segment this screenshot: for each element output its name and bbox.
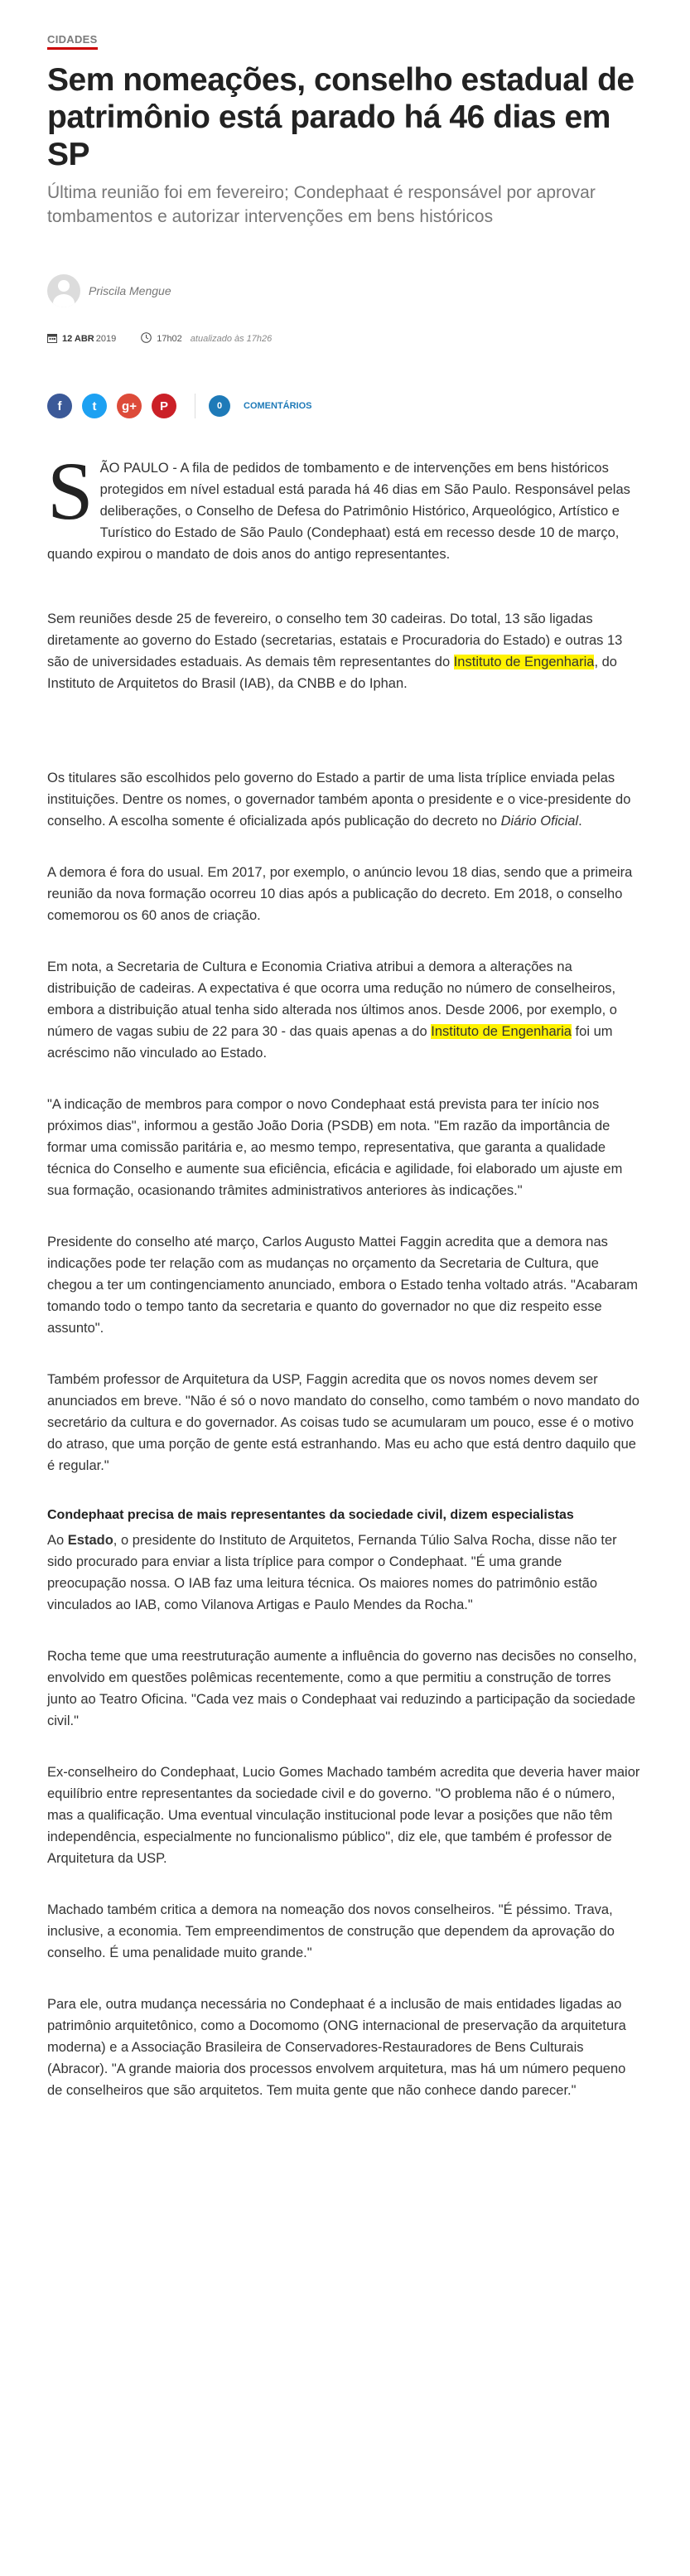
clock-icon <box>141 332 157 346</box>
paragraph-11: Ex-conselheiro do Condephaat, Lucio Gomes Machado também acredita que deveria haver maior equilíbrio entre representantes da sociedade civil e do governo. "O problema não é o número, mas a qualificação. Uma eventual vinculação institucional pode levar a posições que não têm independência, especialmente no funcionalismo público", diz ele, que também é professor de Arquitetura da USP. <box>47 1765 640 1866</box>
calendar-icon <box>47 333 62 346</box>
paragraph-5-text-b: foi um acréscimo não vinculado ao Estado. <box>47 1024 613 1061</box>
paragraph-2-text-a: Sem reuniões desde 25 de fevereiro, o conselho tem 30 cadeiras. Do total, 13 são ligadas diretamente ao governo do Estado (secretarias, estatais e Procuradoria do Estado) e outras 13 são de universidades estaduais. As demais têm representantes do <box>47 611 623 669</box>
highlight-link[interactable]: Instituto de Engenharia <box>453 655 595 669</box>
paragraph-10: Rocha teme que uma reestruturação aumente a influência do governo nas decisões no conselho, envolvido em questões polêmicas recentemente, como a que permitiu a construção de torres junto ao Teatro Oficina. "Cada vez mais o Condephaat vai reduzindo a participação da sociedade civil." <box>47 1649 637 1728</box>
comments-link[interactable]: COMENTÁRIOS <box>244 401 312 411</box>
paragraph-9-text: , o presidente do Instituto de Arquitetos, Fernanda Túlio Salva Rocha, disse não ter sido procurado para enviar a lista tríplice para compor o Condephaat. "É uma grande preocupação nossa. O IAB faz uma leitura técnica. Os maiores nomes do patrimônio estão vinculados ao IAB, como Vilanova Artigas e Paulo Mendes da Rocha." <box>47 1533 617 1612</box>
paragraph-6: "A indicação de membros para compor o novo Condephaat está prevista para ter início nos próximos dias", informou a gestão João Doria (PSDB) em nota. "Em razão da importância de formar uma comissão paritária e, ao mesmo tempo, representativa, que garanta a qualidade técnica do Conselho e aumente sua eficiência, eficácia e agilidade, foi elaborado um ajuste em sua formação, ocasionando trâmites administrativos anteriores às indicações." <box>47 1097 623 1198</box>
article-meta <box>47 332 272 346</box>
paragraph-7: Presidente do conselho até março, Carlos Augusto Mattei Faggin acredita que a demora nas indicações pode ter relação com as mudanças no orçamento da Secretaria de Cultura, que chegou a ter um contingenciamento anunciado, embora o Estado tenha voltado atrás. "Acabaram tomando todo o tempo tanto da secretaria e quanto do governador no que diz respeito esse assunto". <box>47 1235 639 1336</box>
paragraph-3-text-b: . <box>578 814 582 829</box>
pinterest-icon: P <box>159 399 168 413</box>
paragraph-4: A demora é fora do usual. Em 2017, por exemplo, o anúncio levou 18 dias, sendo que a primeira reunião da nova formação ocorreu 10 dias após a publicação do decreto. Em 2018, o conselho comemorou os 60 anos de criação. <box>47 865 633 923</box>
paragraph-9 <box>47 1530 640 1616</box>
paragraph-3 <box>47 767 640 832</box>
twitter-share-button[interactable] <box>82 394 107 418</box>
paragraph-9-bold: Estado <box>67 1533 113 1548</box>
comments-count-badge[interactable]: 0 <box>209 395 230 417</box>
publish-year: 2019 <box>95 334 117 344</box>
facebook-share-button[interactable] <box>47 394 72 418</box>
article-subheading: Condephaat precisa de mais representantes da sociedade civil, dizem especialistas <box>47 1508 574 1522</box>
googleplus-share-button[interactable] <box>117 394 142 418</box>
facebook-icon: f <box>57 399 62 413</box>
paragraph-5 <box>47 956 640 1064</box>
article-body <box>47 445 640 2101</box>
author-avatar <box>47 274 80 307</box>
headline: Sem nomeações, conselho estadual de patrimônio está parado há 46 dias em SP <box>47 62 635 172</box>
pinterest-share-button[interactable] <box>152 394 176 418</box>
drop-cap: S <box>47 445 94 537</box>
paragraph-2 <box>47 608 640 694</box>
author-name[interactable]: Priscila Mengue <box>89 284 171 297</box>
paragraph-3-text-a: Os titulares são escolhidos pelo governo do Estado a partir de uma lista tríplice enviada pelas instituições. Dentre os nomes, o governador também aponta o presidente e o vice-presidente do conselho. A escolha somente é oficializada após publicação do decreto no <box>47 771 631 829</box>
paragraph-3-emphasis: Diário Oficial <box>500 814 579 829</box>
googleplus-icon: g+ <box>122 399 137 413</box>
paragraph-5-text-a: Em nota, a Secretaria de Cultura e Economia Criativa atribui a demora a alterações na distribuição de cadeiras. A expectativa é que ocorra uma redução no número de conselheiros, embora a distribuição atual tenha sido alterada nos últimos anos. Desde 2006, por exemplo, o número de vagas subiu de 22 para 30 - das quais apenas a do <box>47 959 617 1039</box>
subtitle: Última reunião foi em fevereiro; Condephaat é responsável por aprovar tombamentos e autorizar intervenções em bens históricos <box>47 183 596 226</box>
paragraph-12: Machado também critica a demora na nomeação dos novos conselheiros. "É péssimo. Trava, inclusive, a economia. Tem empreendimentos de construção que dependem da aprovação do conselho. É uma penalidade muito grande." <box>47 1902 615 1960</box>
paragraph-1-text: ÃO PAULO - A fila de pedidos de tombamento e de intervenções em bens históricos protegidos em nível estadual está parada há 46 dias em São Paulo. Responsável pelas deliberações, o Conselho de Defesa do Patrimônio Histórico, Arqueológico, Artístico e Turístico do Estado de São Paulo (Condephaat) está em recesso desde 10 de março, quando expirou o mandato de dois anos do antigo representantes. <box>47 461 630 562</box>
publish-time: 17h02 <box>157 334 182 344</box>
paragraph-9-prefix: Ao <box>47 1533 68 1548</box>
share-bar <box>47 394 312 418</box>
author-block <box>47 274 171 307</box>
publish-date: 12 ABR <box>62 334 94 344</box>
paragraph-2-text-b: , do Instituto de Arquitetos do Brasil (IAB), da CNBB e do Iphan. <box>47 655 617 691</box>
paragraph-13: Para ele, outra mudança necessária no Condephaat é a inclusão de mais entidades ligadas ao patrimônio arquitetônico, como a Docomomo (ONG internacional de preservação da arquitetura moderna) e a Associação Brasileira de Conservadores-Restauradores de Bens Culturais (Abracor). "A grande maioria dos processos envolvem arquitetura, mas há um número pequeno de conselheiros que são arquitetos. Tem muita gente que não conhece dando parecer." <box>47 1997 626 2098</box>
twitter-icon: t <box>92 399 97 413</box>
paragraph-8: Também professor de Arquitetura da USP, Faggin acredita que os novos nomes devem ser anunciados em breve. "Não é só o novo mandato do conselho, como também o novo mandato do secretário da cultura e do governador. As coisas tudo se acumularam um pouco, esse é o motivo do atraso, que uma porção de gente está estranhando. Mas eu acho que está dentro daquilo que é regular." <box>47 1372 639 1473</box>
updated-time: atualizado às 17h26 <box>190 334 273 344</box>
paragraph-1 <box>47 445 640 565</box>
highlight-link[interactable]: Instituto de Engenharia <box>431 1024 572 1039</box>
section-tag[interactable]: CIDADES <box>47 33 98 50</box>
